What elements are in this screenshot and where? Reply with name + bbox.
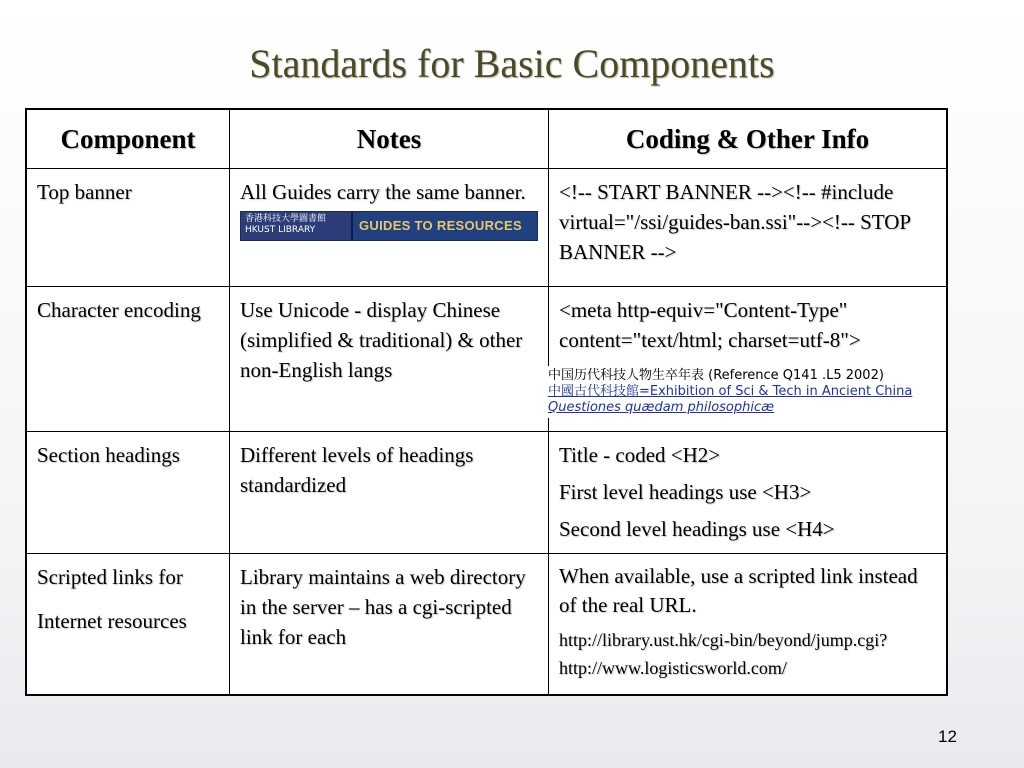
- url-line: http://library.ust.hk/cgi-bin/beyond/jump.cgi?: [559, 630, 888, 650]
- sample-link-traditional[interactable]: 中國古代科技館=Exhibition of Sci & Tech in Ancient China: [548, 384, 913, 399]
- cell-notes: Different levels of headings standardized: [230, 432, 549, 554]
- header-component: Component: [26, 109, 230, 169]
- coding-line: Second level headings use <H4>: [559, 517, 835, 541]
- cell-coding: <!-- START BANNER --><!-- #include virtual="/ssi/guides-ban.ssi"--><!-- STOP BANNER -->: [549, 169, 948, 287]
- coding-line: Title - coded <H2>: [559, 443, 721, 467]
- cell-component: [26, 554, 230, 696]
- cell-coding: [549, 432, 948, 554]
- sample-link-latin[interactable]: Questiones quædam philosophicæ: [548, 400, 775, 415]
- banner-english-name: HKUST LIBRARY: [245, 225, 316, 235]
- header-coding: Coding & Other Info: [549, 109, 948, 169]
- library-banner-image: [240, 211, 538, 241]
- component-line: Scripted links for: [37, 565, 183, 589]
- table-row: [26, 554, 947, 696]
- slide-title: Standards for Basic Components: [249, 41, 775, 86]
- cell-component: Character encoding: [26, 287, 230, 432]
- cell-component: Top banner: [26, 169, 230, 287]
- notes-text: All Guides carry the same banner.: [240, 180, 526, 204]
- cell-component: Section headings: [26, 432, 230, 554]
- cell-coding: [549, 554, 948, 696]
- page-number: 12: [938, 727, 957, 746]
- banner-title: GUIDES TO RESOURCES: [351, 212, 537, 240]
- component-line: Internet resources: [37, 609, 187, 633]
- coding-line: First level headings use <H3>: [559, 480, 812, 504]
- url-line: http://www.logisticsworld.com/: [559, 658, 787, 678]
- header-notes: Notes: [230, 109, 549, 169]
- table-row: [26, 169, 947, 287]
- cell-notes: Use Unicode - display Chinese (simplified & traditional) & other non-English langs: [230, 287, 549, 432]
- encoding-sample-image: [545, 366, 941, 418]
- banner-logo: [241, 212, 351, 240]
- banner-chinese-name: 香港科技大學圖書館: [245, 214, 327, 224]
- cell-notes: Library maintains a web directory in the server – has a cgi-scripted link for each: [230, 554, 549, 696]
- cell-notes: [230, 169, 549, 287]
- table-row: [26, 432, 947, 554]
- coding-line: When available, use a scripted link instead of the real URL.: [559, 564, 918, 617]
- table-header-row: [26, 109, 947, 169]
- sample-line-simplified: 中国历代科技人物生卒年表 (Reference Q141 .L5 2002): [548, 368, 884, 383]
- cell-coding: <meta http-equiv="Content-Type" content="text/html; charset=utf-8">: [549, 287, 948, 432]
